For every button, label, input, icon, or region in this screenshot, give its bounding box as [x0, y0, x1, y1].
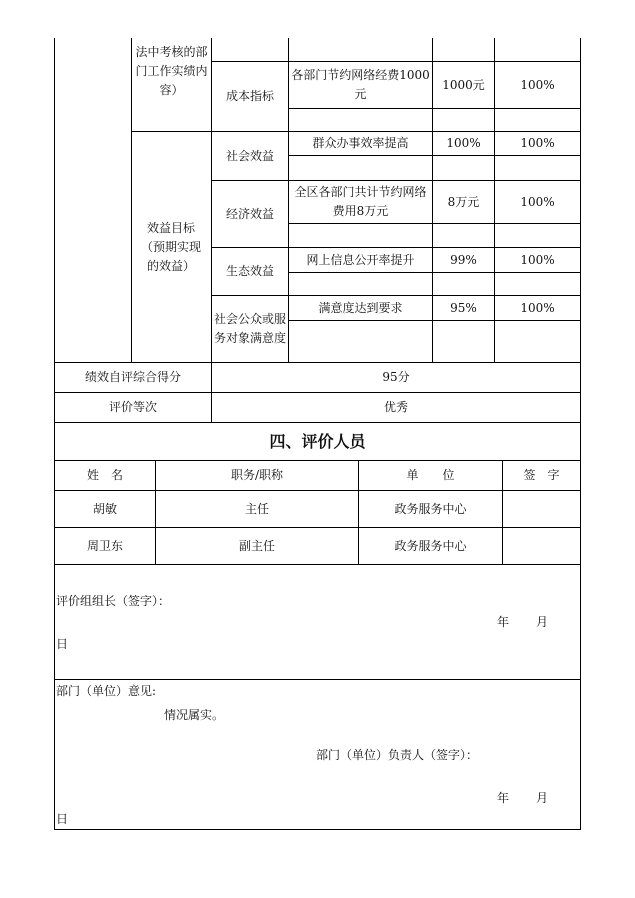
social-content: 群众办事效率提高 — [312, 136, 409, 150]
cost-target: 1000元 — [442, 77, 485, 92]
economic-content: 全区各部门共计节约网络费用8万元 — [294, 185, 427, 218]
social-score: 100% — [520, 136, 555, 150]
ecological-score: 100% — [520, 252, 555, 267]
cost-content: 各部门节约网络经费1000元 — [291, 68, 430, 101]
grade-value: 优秀 — [383, 400, 408, 414]
person-position: 副主任 — [238, 538, 275, 553]
satisfaction-sub-label: 社会公众或服务对象满意度 — [214, 312, 287, 345]
leader-sign-day: 日 — [56, 637, 69, 651]
dept-sign-day: 日 — [56, 812, 69, 826]
ecological-content: 网上信息公开率提升 — [306, 252, 415, 267]
benefit-label: 效益目标（预期实现的效益） — [140, 220, 201, 273]
ecological-sub-label: 生态效益 — [225, 264, 274, 278]
economic-sub-label: 经济效益 — [225, 206, 274, 221]
header-position: 职务/职称 — [230, 468, 284, 482]
person-name: 周卫东 — [86, 538, 123, 553]
satisfaction-score: 100% — [520, 300, 555, 315]
overall-score-value: 95分 — [382, 370, 410, 384]
social-sub-label: 社会效益 — [225, 148, 274, 163]
header-sign: 签 字 — [523, 468, 560, 482]
law-row-label: 法中考核的部门工作实绩内容） — [135, 44, 208, 97]
satisfaction-content: 满意度达到要求 — [318, 300, 403, 315]
dept-sign-year: 年 — [497, 791, 510, 805]
leader-sign-year: 年 — [497, 615, 510, 629]
dept-opinion-label: 部门（单位）意见: — [56, 684, 157, 698]
social-target: 100% — [446, 136, 481, 150]
cost-sub-label: 成本指标 — [225, 89, 274, 103]
person-name: 胡敏 — [92, 501, 117, 516]
dept-sign-month: 月 — [536, 791, 549, 805]
dept-opinion-text: 情况属实。 — [164, 708, 225, 722]
dept-sign-label: 部门（单位）负责人（签字）： — [316, 748, 479, 762]
leader-sign-label: 评价组组长（签字）： — [56, 594, 171, 608]
header-name: 姓 名 — [86, 468, 123, 482]
ecological-target: 99% — [450, 252, 477, 267]
person-unit: 政务服务中心 — [394, 538, 467, 553]
grade-label: 评价等次 — [108, 400, 157, 414]
overall-score-label: 绩效自评综合得分 — [84, 370, 181, 384]
person-unit: 政务服务中心 — [394, 501, 467, 516]
section-title: 四、评价人员 — [269, 432, 366, 451]
header-unit: 单 位 — [406, 468, 455, 482]
economic-score: 100% — [520, 194, 555, 209]
economic-target: 8万元 — [447, 194, 480, 209]
leader-sign-month: 月 — [536, 615, 549, 629]
cost-score: 100% — [520, 77, 555, 92]
satisfaction-target: 95% — [450, 300, 477, 315]
person-position: 主任 — [244, 501, 269, 516]
